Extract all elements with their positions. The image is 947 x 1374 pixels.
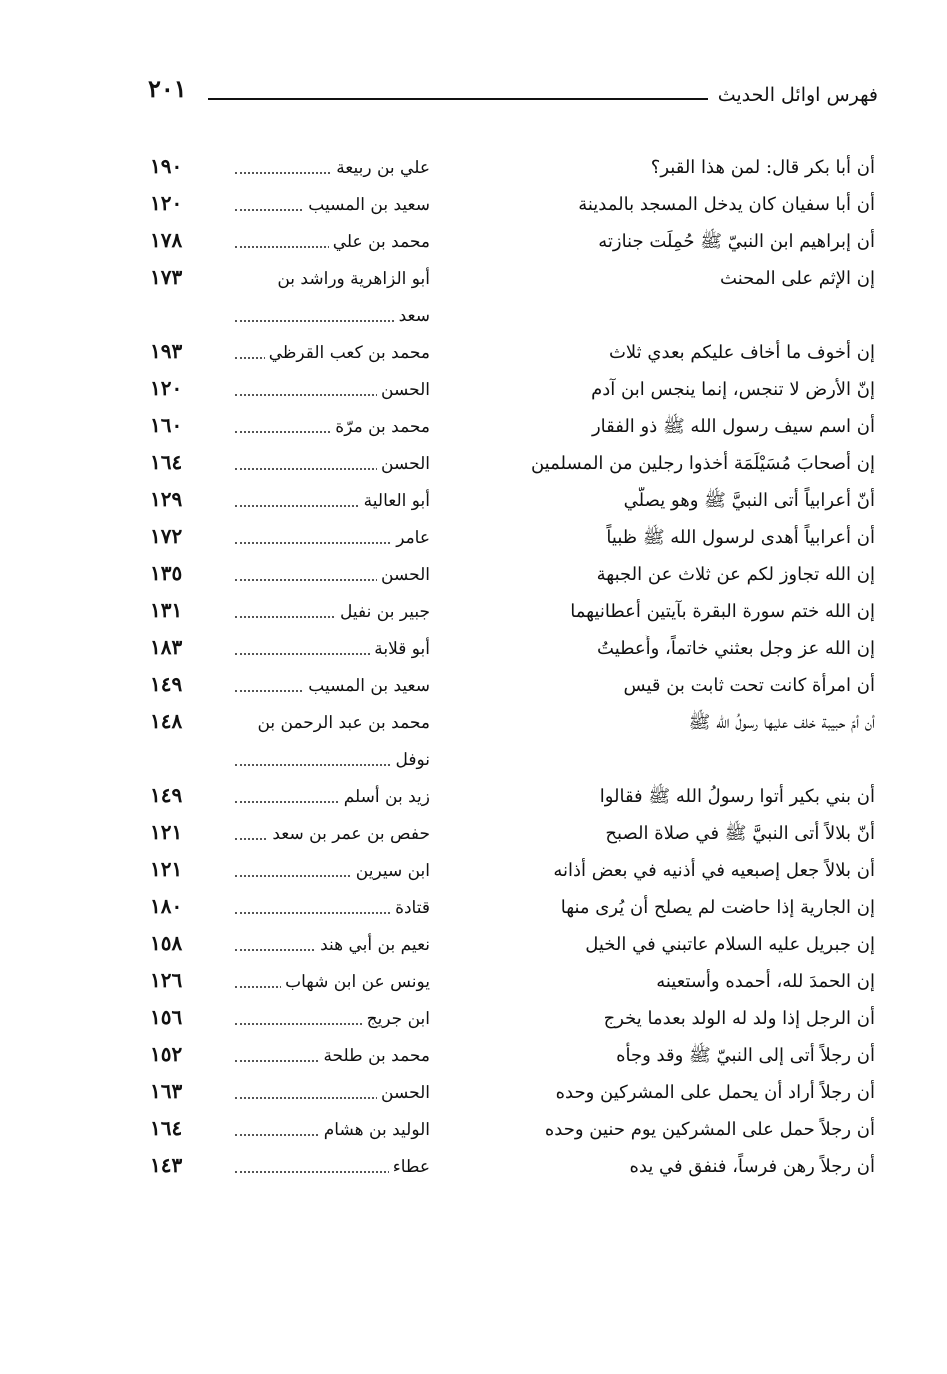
hadith-opening: أن إبراهيم ابن النبيّ ﷺ حُمِلَت جنازته <box>594 231 875 252</box>
narrator-name: عطاء <box>389 1153 430 1181</box>
hadith-opening-cell <box>455 339 875 367</box>
hadith-opening-cell <box>455 487 875 515</box>
hadith-opening-cell <box>455 413 875 441</box>
page-reference: ١٩٣ <box>150 339 183 363</box>
page-reference: ١٩٠ <box>150 154 183 178</box>
narrator-name: علي بن ربيعة <box>332 154 430 182</box>
hadith-opening: أن رجلاً حمل على المشركين يوم حنين وحده <box>541 1119 875 1140</box>
hadith-opening: أن أبا بكر قال: لمن هذا القبر؟ <box>647 157 875 178</box>
narrator-cell <box>215 968 430 1005</box>
hadith-opening-cell <box>455 1153 875 1181</box>
index-entry <box>150 446 880 483</box>
narrator-line <box>215 265 430 302</box>
index-entry <box>150 816 880 853</box>
narrator-line <box>215 598 430 635</box>
page-reference: ١٤٩ <box>150 672 183 696</box>
narrator-cell <box>215 228 430 265</box>
page-reference: ١٢١ <box>150 857 183 881</box>
hadith-opening: إن أخوف ما أخاف عليكم بعدي ثلاث <box>605 342 875 363</box>
index-entry <box>150 409 880 446</box>
narrator-line <box>215 339 430 376</box>
page-reference: ١٢٠ <box>150 376 183 400</box>
narrator-name: سعيد بن المسيب <box>304 672 430 700</box>
narrator-name: جبير بن نفيل <box>336 598 430 626</box>
hadith-opening-cell <box>455 561 875 589</box>
index-entry <box>150 964 880 1001</box>
narrator-name: زيد بن أسلم <box>340 783 430 811</box>
narrator-line <box>215 968 430 1005</box>
page-reference: ١٥٨ <box>150 931 183 955</box>
hadith-opening: أن رجلاً أتى إلى النبيّ ﷺ وقد وجأه <box>612 1045 875 1066</box>
narrator-name: الحسن <box>377 561 430 589</box>
page-reference: ١٦٤ <box>150 450 183 474</box>
index-entry <box>150 150 880 187</box>
narrator-line <box>215 561 430 598</box>
narrator-name: قتادة <box>391 894 430 922</box>
narrator-cell <box>215 931 430 968</box>
narrator-name: محمد بن طلحة <box>319 1042 430 1070</box>
hadith-opening: إنّ الأرض لا تنجس، إنما ينجس ابن آدم <box>587 379 875 400</box>
header-rule <box>208 98 708 100</box>
page-reference: ١٥٦ <box>150 1005 183 1029</box>
narrator-line <box>215 154 430 191</box>
narrator-cell <box>215 413 430 450</box>
narrator-cell <box>215 154 430 191</box>
hadith-opening: أن بني بكير أتوا رسولُ الله ﷺ فقالوا <box>596 786 875 807</box>
page-reference: ١٦٤ <box>150 1116 183 1140</box>
narrator-cell <box>215 1116 430 1153</box>
narrator-cell <box>215 1005 430 1042</box>
index-entry <box>150 779 880 816</box>
hadith-opening-cell <box>455 228 875 256</box>
hadith-opening: أن بلالاً جعل إصبعيه في أذنيه في بعض أذانه <box>549 860 875 881</box>
hadith-opening-cell <box>455 709 875 737</box>
index-entry <box>150 890 880 927</box>
narrator-line <box>215 857 430 894</box>
narrator-cell <box>215 894 430 931</box>
narrator-cell <box>215 1079 430 1116</box>
index-entry <box>150 1149 880 1186</box>
narrator-line <box>215 524 430 561</box>
index-entries <box>150 150 880 1186</box>
narrator-line <box>215 487 430 524</box>
hadith-opening-cell <box>455 376 875 404</box>
narrator-line <box>215 931 430 968</box>
running-title: فهرس اوائل الحديث <box>717 84 878 106</box>
narrator-cell <box>215 561 430 598</box>
page-reference: ١٤٩ <box>150 783 183 807</box>
hadith-opening: أن أمّ حبيبة خلف عليها رسولُ الله ﷺ <box>685 712 875 733</box>
hadith-opening: إن أصحابَ مُسَيْلَمَة أخذوا رجلين من المسلمين <box>527 453 875 474</box>
index-entry <box>150 557 880 594</box>
narrator-name: محمد بن عبد الرحمن بن <box>253 709 430 737</box>
page-reference: ١٨٣ <box>150 635 183 659</box>
narrator-line <box>215 1153 430 1190</box>
index-entry <box>150 853 880 890</box>
index-entry <box>150 705 880 779</box>
narrator-line <box>215 1042 430 1079</box>
narrator-name: أبو قلابة <box>370 635 430 663</box>
index-entry <box>150 927 880 964</box>
index-entry <box>150 668 880 705</box>
page-reference: ١٦٠ <box>150 413 183 437</box>
hadith-opening: إن الإثم على المحنث <box>716 268 875 289</box>
index-entry <box>150 1075 880 1112</box>
page-reference: ١٢١ <box>150 820 183 844</box>
hadith-opening: أن امرأة كانت تحت ثابت بن قيس <box>620 675 875 696</box>
narrator-line <box>215 1116 430 1153</box>
page-reference: ١٨٠ <box>150 894 183 918</box>
narrator-name: محمد بن كعب القرظي <box>265 339 430 367</box>
hadith-opening: أن أعرابياً أهدى لرسول الله ﷺ ظبياً <box>602 527 875 548</box>
hadith-opening-cell <box>455 450 875 478</box>
page-number: ٢٠١ <box>148 74 187 103</box>
hadith-opening: أن أبا سفيان كان يدخل المسجد بالمدينة <box>574 194 875 215</box>
narrator-name: ابن سيرين <box>352 857 430 885</box>
hadith-opening-cell <box>455 265 875 293</box>
hadith-opening: أن رجلاً أراد أن يحمل على المشركين وحده <box>552 1082 875 1103</box>
narrator-cell <box>215 450 430 487</box>
hadith-opening-cell <box>455 783 875 811</box>
narrator-line <box>215 1079 430 1116</box>
narrator-name: حفص بن عمر بن سعد <box>268 820 430 848</box>
narrator-cell <box>215 191 430 228</box>
page-reference: ١٣٥ <box>150 561 183 585</box>
narrator-cell <box>215 524 430 561</box>
narrator-line <box>215 450 430 487</box>
narrator-name: الوليد بن هشام <box>320 1116 430 1144</box>
narrator-name: أبو العالية <box>360 487 430 515</box>
hadith-opening: أنّ أعرابياً أتى النبيَّ ﷺ وهو يصلّي <box>620 490 875 511</box>
hadith-opening-cell <box>455 857 875 885</box>
page-reference: ١٣١ <box>150 598 183 622</box>
narrator-cell <box>215 487 430 524</box>
page-reference: ١٧٣ <box>150 265 183 289</box>
narrator-name: سعيد بن المسيب <box>304 191 430 219</box>
narrator-cell <box>215 376 430 413</box>
narrator-cell <box>215 857 430 894</box>
hadith-opening-cell <box>455 894 875 922</box>
hadith-opening: أن اسم سيف رسول الله ﷺ ذو الفقار <box>588 416 875 437</box>
narrator-line <box>215 1005 430 1042</box>
index-entry <box>150 1038 880 1075</box>
narrator-line <box>215 783 430 820</box>
index-entry <box>150 520 880 557</box>
hadith-opening: إن الله عز وجل بعثني خاتماً، وأُعطيتُ <box>593 638 875 659</box>
narrator-line <box>215 746 430 783</box>
hadith-opening: إن الله تجاوز لكم عن ثلاث عن الجبهة <box>593 564 875 585</box>
hadith-opening-cell <box>455 1005 875 1033</box>
narrator-name: يونس عن ابن شهاب <box>281 968 430 996</box>
narrator-cell <box>215 1153 430 1190</box>
narrator-name: نوفل <box>391 746 430 774</box>
page-reference: ١٧٢ <box>150 524 183 548</box>
hadith-opening-cell <box>455 931 875 959</box>
page-reference: ١٢٩ <box>150 487 183 511</box>
hadith-opening: إن الجارية إذا حاضت لم يصلح أن يُرى منها <box>557 897 875 918</box>
narrator-line <box>215 672 430 709</box>
hadith-opening-cell <box>455 1042 875 1070</box>
narrator-name: أبو الزاهرية وراشد بن <box>273 265 430 293</box>
index-entry <box>150 483 880 520</box>
page-reference: ١٤٨ <box>150 709 183 733</box>
page-reference: ١٢٦ <box>150 968 183 992</box>
narrator-line <box>215 413 430 450</box>
narrator-cell <box>215 709 430 783</box>
index-entry <box>150 261 880 335</box>
narrator-name: الحسن <box>377 450 430 478</box>
page-reference: ١٤٣ <box>150 1153 183 1177</box>
hadith-opening: إن الله ختم سورة البقرة بآيتين أعطانيهما <box>566 601 875 622</box>
page-header <box>148 70 878 110</box>
narrator-name: محمد بن علي <box>329 228 430 256</box>
narrator-line <box>215 635 430 672</box>
narrator-name: الحسن <box>377 1079 430 1107</box>
hadith-opening-cell <box>455 1079 875 1107</box>
narrator-name: ابن جريج <box>363 1005 430 1033</box>
narrator-cell <box>215 339 430 376</box>
narrator-name: سعد <box>395 302 430 330</box>
narrator-name: محمد بن مرّة <box>331 413 430 441</box>
hadith-opening-cell <box>455 672 875 700</box>
hadith-opening: أن الرجل إذا ولد له الولد بعدما يخرج <box>600 1008 875 1029</box>
narrator-cell <box>215 1042 430 1079</box>
page-reference: ١٥٢ <box>150 1042 183 1066</box>
narrator-line <box>215 191 430 228</box>
narrator-cell <box>215 635 430 672</box>
hadith-opening-cell <box>455 1116 875 1144</box>
narrator-name: الحسن <box>377 376 430 404</box>
index-entry <box>150 224 880 261</box>
narrator-cell <box>215 820 430 857</box>
page-reference: ١٦٣ <box>150 1079 183 1103</box>
narrator-cell <box>215 672 430 709</box>
hadith-opening: أنّ بلالاً أتى النبيَّ ﷺ في صلاة الصبح <box>601 823 875 844</box>
hadith-opening: أن رجلاً رهن فرساً، فنفق في يده <box>625 1156 875 1177</box>
hadith-opening-cell <box>455 598 875 626</box>
index-entry <box>150 1112 880 1149</box>
index-entry <box>150 1001 880 1038</box>
narrator-cell <box>215 783 430 820</box>
hadith-opening-cell <box>455 154 875 182</box>
hadith-opening-cell <box>455 524 875 552</box>
narrator-line <box>215 302 430 339</box>
narrator-cell <box>215 265 430 339</box>
page-reference: ١٢٠ <box>150 191 183 215</box>
hadith-opening-cell <box>455 968 875 996</box>
index-entry <box>150 187 880 224</box>
hadith-opening-cell <box>455 820 875 848</box>
page-reference: ١٧٨ <box>150 228 183 252</box>
hadith-opening-cell <box>455 635 875 663</box>
index-entry <box>150 594 880 631</box>
narrator-line <box>215 820 430 857</box>
index-entry <box>150 631 880 668</box>
narrator-name: نعيم بن أبي هند <box>316 931 430 959</box>
narrator-line <box>215 709 430 746</box>
hadith-opening-cell <box>455 191 875 219</box>
index-entry <box>150 372 880 409</box>
hadith-opening: إن الحمدَ لله، أحمده وأستعينه <box>652 971 875 992</box>
index-entry <box>150 335 880 372</box>
narrator-line <box>215 376 430 413</box>
narrator-name: عامر <box>392 524 430 552</box>
hadith-opening: إن جبريل عليه السلام عاتبني في الخيل <box>581 934 875 955</box>
narrator-line <box>215 228 430 265</box>
narrator-cell <box>215 598 430 635</box>
narrator-line <box>215 894 430 931</box>
